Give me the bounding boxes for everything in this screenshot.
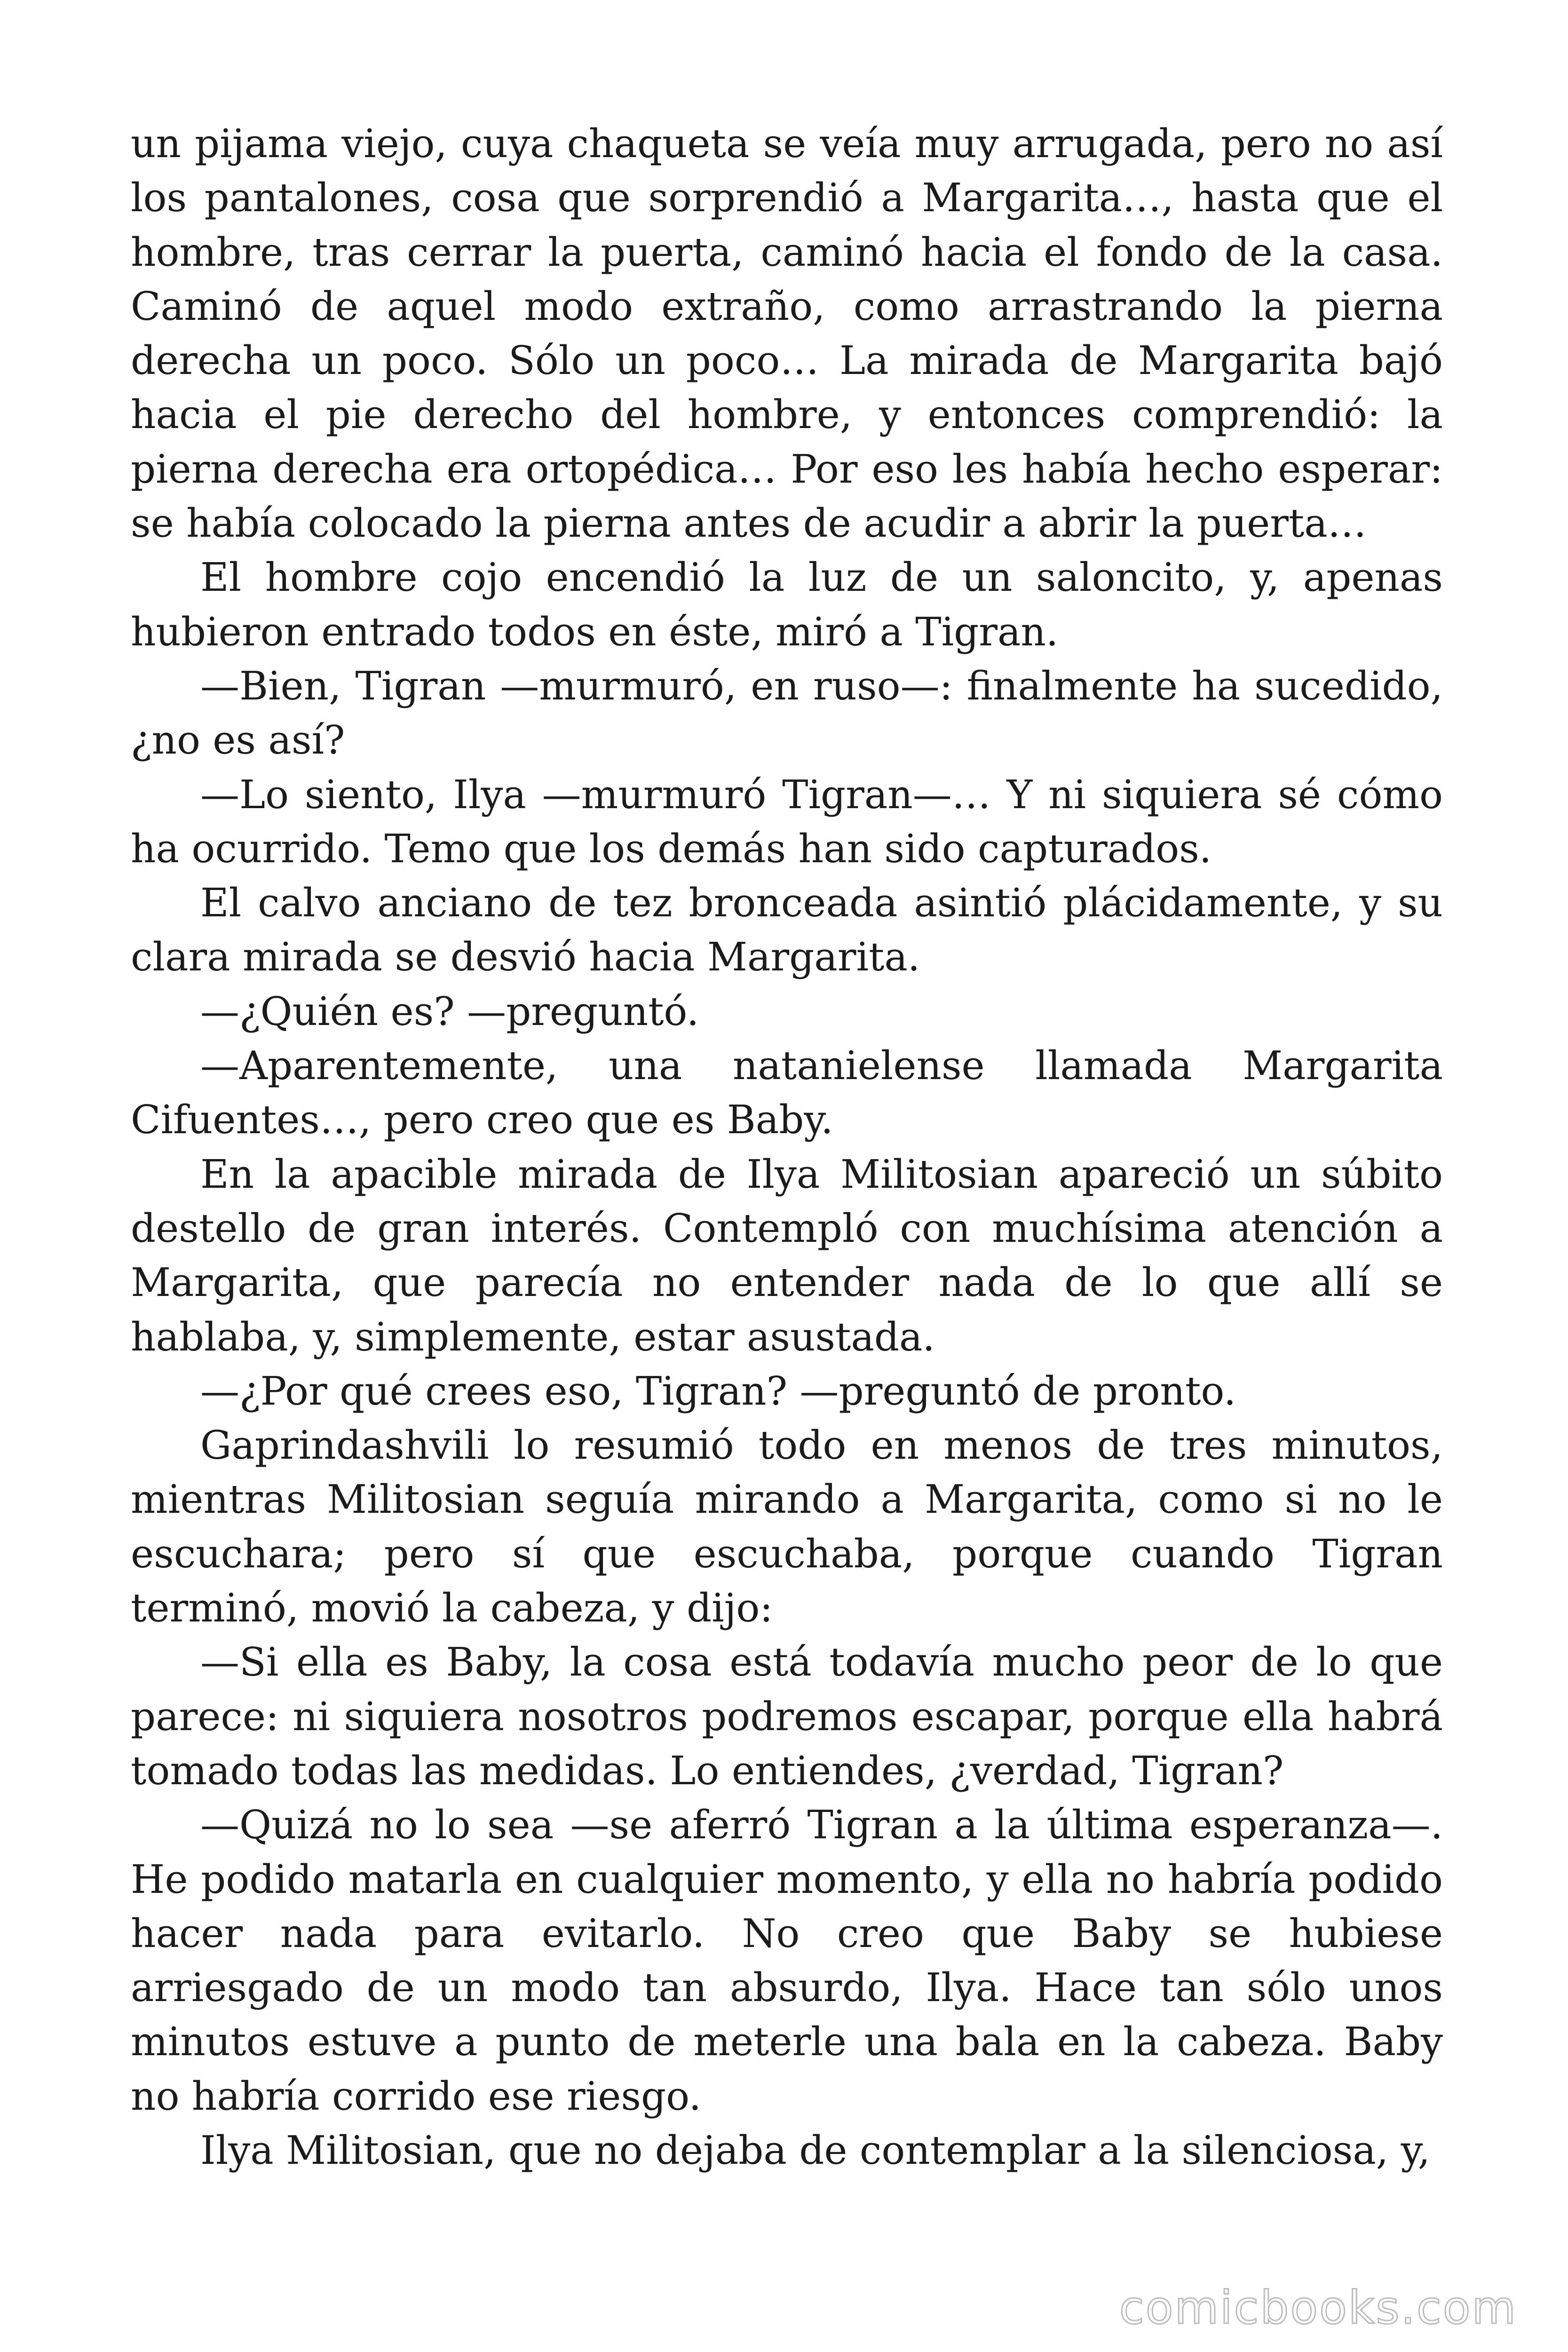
paragraph-6: —¿Quién es? —preguntó.: [200, 988, 699, 1034]
paragraph-2: El hombre cojo encendió la luz de un saloncito, y, apenas hubieron entrado todos en éste, miró a Tigran.: [131, 555, 1443, 655]
paragraph-13: Ilya Militosian, que no dejaba de contemplar a la silenciosa, y,: [200, 2127, 1430, 2173]
page-text: [131, 117, 1443, 2177]
paragraph-10: Gaprindashvili lo resumió todo en menos de tres minutos, mientras Militosian seguía mirando a Margarita, como si no le escuchara; pero sí que escuchaba, porque cuando Tigran terminó, movió la cabeza, y dijo:: [131, 1422, 1443, 1631]
paragraph-4: —Lo siento, Ilya —murmuró Tigran—… Y ni siquiera sé cómo ha ocurrido. Temo que los demás han sido capturados.: [131, 771, 1443, 872]
paragraph-8: En la apacible mirada de Ilya Militosian apareció un súbito destello de gran interés. Contempló con muchísima atención a Margarita, que parecía no entender nada de lo que allí se hablaba, y, simplemente, estar asustada.: [131, 1151, 1443, 1360]
paragraph-9: —¿Por qué crees eso, Tigran? —preguntó de pronto.: [200, 1368, 1236, 1414]
paragraph-11: —Si ella es Baby, la cosa está todavía mucho peor de lo que parece: ni siquiera nosotros podremos escapar, porque ella habrá tomado todas las medidas. Lo entiendes, ¿verdad, Tigran?: [131, 1639, 1443, 1794]
paragraph-3: —Bien, Tigran —murmuró, en ruso—: finalmente ha sucedido, ¿no es así?: [131, 663, 1443, 763]
paragraph-7: —Aparentemente, una natanielense llamada Margarita Cifuentes…, pero creo que es Baby.: [131, 1043, 1443, 1143]
paragraph-5: El calvo anciano de tez bronceada asintió plácidamente, y su clara mirada se desvió hacia Margarita.: [131, 880, 1443, 980]
watermark: comicbooks.com: [1119, 2281, 1517, 2334]
paragraph-12: —Quizá no lo sea —se aferró Tigran a la última esperanza—. He podido matarla en cualquier momento, y ella no habría podido hacer nada para evitarlo. No creo que Baby se hubiese arriesgado de un modo tan absurdo, Ilya. Hace tan sólo unos minutos estuve a punto de meterle una bala en la cabeza. Baby no habría corrido ese riesgo.: [131, 1802, 1443, 2119]
paragraph-1: un pijama viejo, cuya chaqueta se veía muy arrugada, pero no así los pantalones, cosa que sorprendió a Margarita…, hasta que el hombre, tras cerrar la puerta, caminó hacia el fondo de la casa. Caminó de aquel modo extraño, como arrastrando la pierna derecha un poco. Sólo un poco… La mirada de Margarita bajó hacia el pie derecho del hombre, y entonces comprendió: la pierna derecha era ortopédica… Por eso les había hecho esperar: se había colocado la pierna antes de acudir a abrir la puerta…: [131, 121, 1443, 547]
